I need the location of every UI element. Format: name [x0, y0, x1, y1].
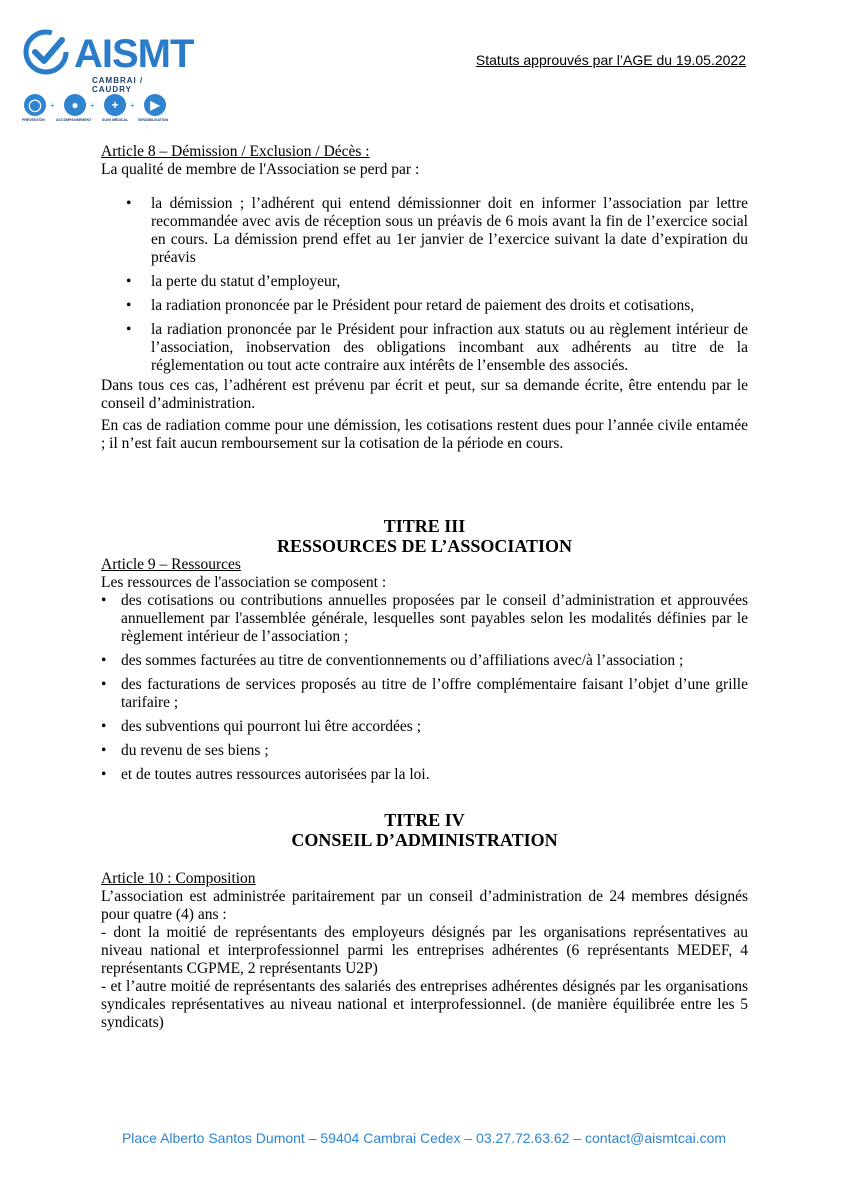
titre-4-number: TITRE IV — [384, 810, 465, 830]
cross-icon: + — [104, 94, 126, 116]
article-8-paragraph: Dans tous ces cas, l’adhérent est prévenu par écrit et peut, sur sa demande écrite, être entendu par le conseil d’administration. — [101, 377, 748, 412]
separator-icon: + — [50, 101, 55, 110]
separator-icon: + — [130, 101, 135, 110]
list-item: • des subventions qui pourront lui être accordées ; — [121, 718, 748, 736]
separator-icon: + — [90, 101, 95, 110]
article-10-paragraph: - dont la moitié de représentants des employeurs désignés par les organisations représentatives au niveau national et interprofessionnel parmi les entreprises adhérentes (6 représentants MEDEF, 4 représentants CGPME, 2 représentants U2P) — [101, 924, 748, 977]
list-item: • la radiation prononcée par le Président pour infraction aux statuts ou au règlement intérieur de l’association, inobservation des obligations incombant aux adhérents au titre de la réglementation ou tout acte contraire aux intérêts de l’ensemble des associés. — [151, 321, 748, 375]
hands-icon: ● — [64, 94, 86, 116]
article-8-paragraph: En cas de radiation comme pour une démission, les cotisations restent dues pour l’année civile entamée ; il n’est fait aucun remboursement sur la cotisation de la période en cours. — [101, 417, 748, 452]
list-item: • des sommes facturées au titre de conventionnements ou d’affiliations avec/à l’association ; — [121, 652, 748, 670]
list-item: • la radiation prononcée par le Président pour retard de paiement des droits et cotisations, — [151, 297, 748, 315]
document-body — [101, 143, 748, 1032]
aismt-logo — [22, 28, 194, 128]
icon-label: ACCOMPAGNEMENT — [56, 118, 92, 122]
shield-icon: ◯ — [24, 94, 46, 116]
article-9-list — [101, 592, 748, 784]
article-8-intro: La qualité de membre de l'Association se perd par : — [101, 161, 420, 178]
article-10-paragraph: - et l’autre moitié de représentants des salariés des entreprises adhérentes désignés par les organisations syndicales représentatives au niveau national et interprofessionnel. (de manière équilibrée entre les 5 syndicats) — [101, 978, 748, 1031]
service-icons — [22, 94, 182, 124]
article-9-intro: Les ressources de l'association se composent : — [101, 574, 387, 591]
document-reference: Statuts approuvés par l’AGE du 19.05.2022 — [475, 52, 746, 68]
megaphone-icon: ▶ — [144, 94, 166, 116]
list-item: • des cotisations ou contributions annuelles proposées par le conseil d’administration et approuvées annuellement par l'assemblée générale, lesquelles sont payables selon les modalités définies par le règlement intérieur de l’association ; — [121, 592, 748, 646]
icon-label: SUIVI MÉDICAL — [102, 118, 129, 122]
article-8-heading: Article 8 – Démission / Exclusion / Décès : — [101, 143, 370, 160]
logo-subtitle: CAMBRAI / CAUDRY — [92, 76, 144, 94]
article-8-list — [101, 195, 748, 375]
logo-check-icon — [22, 28, 72, 78]
article-10-paragraph: L’association est administrée paritairement par un conseil d’administration de 24 membres désignés pour quatre (4) ans : — [101, 888, 748, 923]
list-item: • la démission ; l’adhérent qui entend démissionner doit en informer l’association par lettre recommandée avec avis de réception sous un préavis de 6 mois avant la fin de l’exercice social en cours. La démission prend effet au 1er janvier de l’exercice suivant la date d’expiration du préavis — [151, 195, 748, 267]
article-10-heading: Article 10 : Composition — [101, 870, 256, 887]
page-footer: Place Alberto Santos Dumont – 59404 Cambrai Cedex – 03.27.72.63.62 – contact@aismtcai.com — [121, 1130, 727, 1146]
list-item: • la perte du statut d’employeur, — [151, 273, 748, 291]
article-9-heading: Article 9 – Ressources — [101, 556, 241, 573]
icon-label: PRÉVENTION — [22, 118, 45, 122]
titre-3-title: RESSOURCES DE L’ASSOCIATION — [276, 536, 573, 556]
logo-name: AISMT — [74, 32, 194, 76]
list-item: • des facturations de services proposés au titre de l’offre complémentaire faisant l’objet d’une grille tarifaire ; — [121, 676, 748, 712]
list-item: • du revenu de ses biens ; — [121, 742, 748, 760]
list-item: • et de toutes autres ressources autorisées par la loi. — [121, 766, 748, 784]
titre-4-title: CONSEIL D’ADMINISTRATION — [291, 830, 558, 850]
icon-label: SENSIBILISATION — [138, 118, 169, 122]
titre-3-number: TITRE III — [383, 516, 466, 536]
